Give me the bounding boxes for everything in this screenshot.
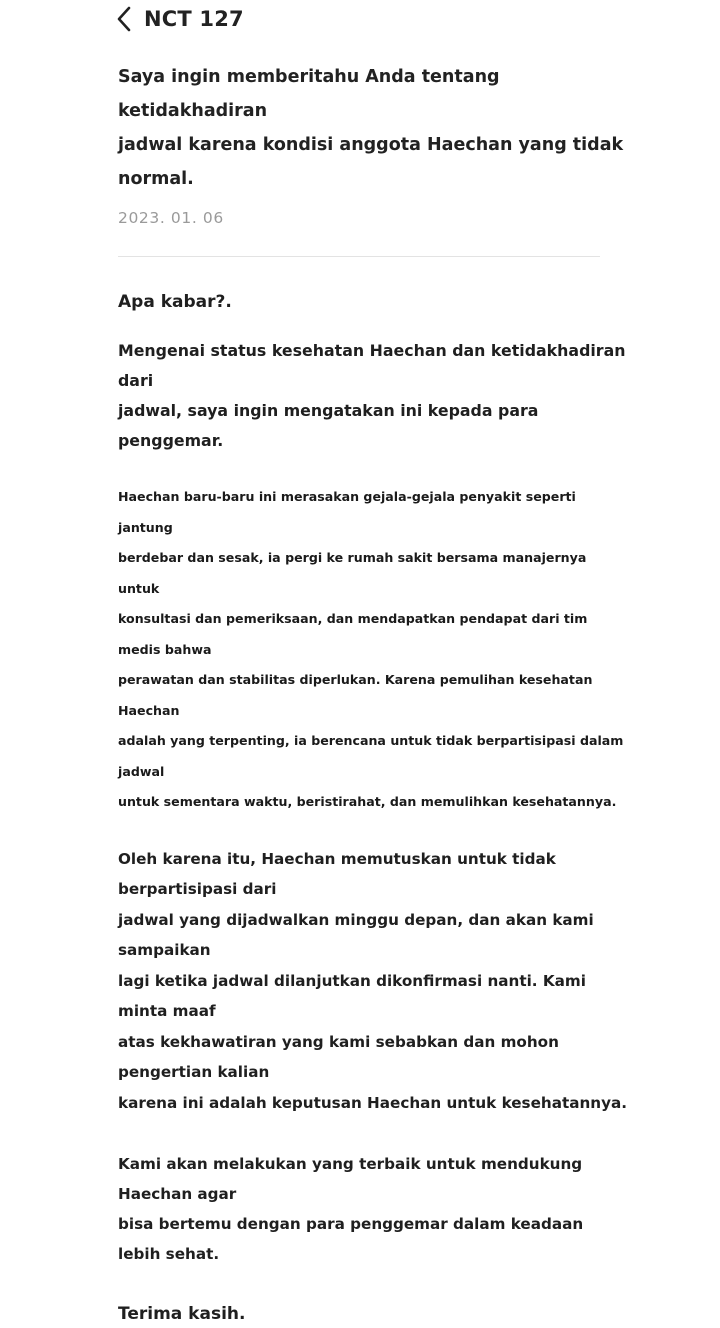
closing-paragraph: Terima kasih. <box>118 1304 246 1324</box>
intro-paragraph: Mengenai status kesehatan Haechan dan ketidakhadiran dari jadwal, saya ingin mengatakan ini kepada para penggemar. <box>118 341 626 450</box>
article-title: Saya ingin memberitahu Anda tentang ketidakhadiran jadwal karena kondisi anggota Haechan yang tidak normal. <box>118 67 624 189</box>
greeting-paragraph: Apa kabar?. <box>118 292 232 312</box>
support-paragraph: Kami akan melakukan yang terbaik untuk mendukung Haechan agar bisa bertemu dengan para penggemar dalam keadaan lebih sehat. <box>118 1155 584 1263</box>
article <box>118 60 628 1328</box>
article-date: 2023. 01. 06 <box>118 209 224 227</box>
header-title: NCT 127 <box>144 7 244 31</box>
decision-paragraph: Oleh karena itu, Haechan memutuskan untuk tidak berpartisipasi dari jadwal yang dijadwalkan minggu depan, dan akan kami sampaikan lagi ketika jadwal dilanjutkan dikonfirmasi nanti. Kami minta maaf atas kekhawatiran yang kami sebabkan dan mohon pengertian kalian karena ini adalah keputusan Haechan untuk kesehatannya. <box>118 849 628 1112</box>
details-paragraph: Haechan baru-baru ini merasakan gejala-gejala penyakit seperti jantung berdebar dan sesak, ia pergi ke rumah sakit bersama manajernya untuk konsultasi dan pemeriksaan, dan mendapatkan pendapat dari tim medis bahwa perawatan dan stabilitas diperlukan. Karena pemulihan kesehatan Haechan adalah yang terpenting, ia berencana untuk tidak berpartisipasi dalam jadwal untuk sementara waktu, beristirahat, dan memulihkan kesehatannya. <box>118 489 624 809</box>
header-bar <box>116 4 244 34</box>
divider <box>118 256 600 257</box>
chevron-left-icon <box>116 6 132 32</box>
back-button[interactable] <box>116 5 138 33</box>
